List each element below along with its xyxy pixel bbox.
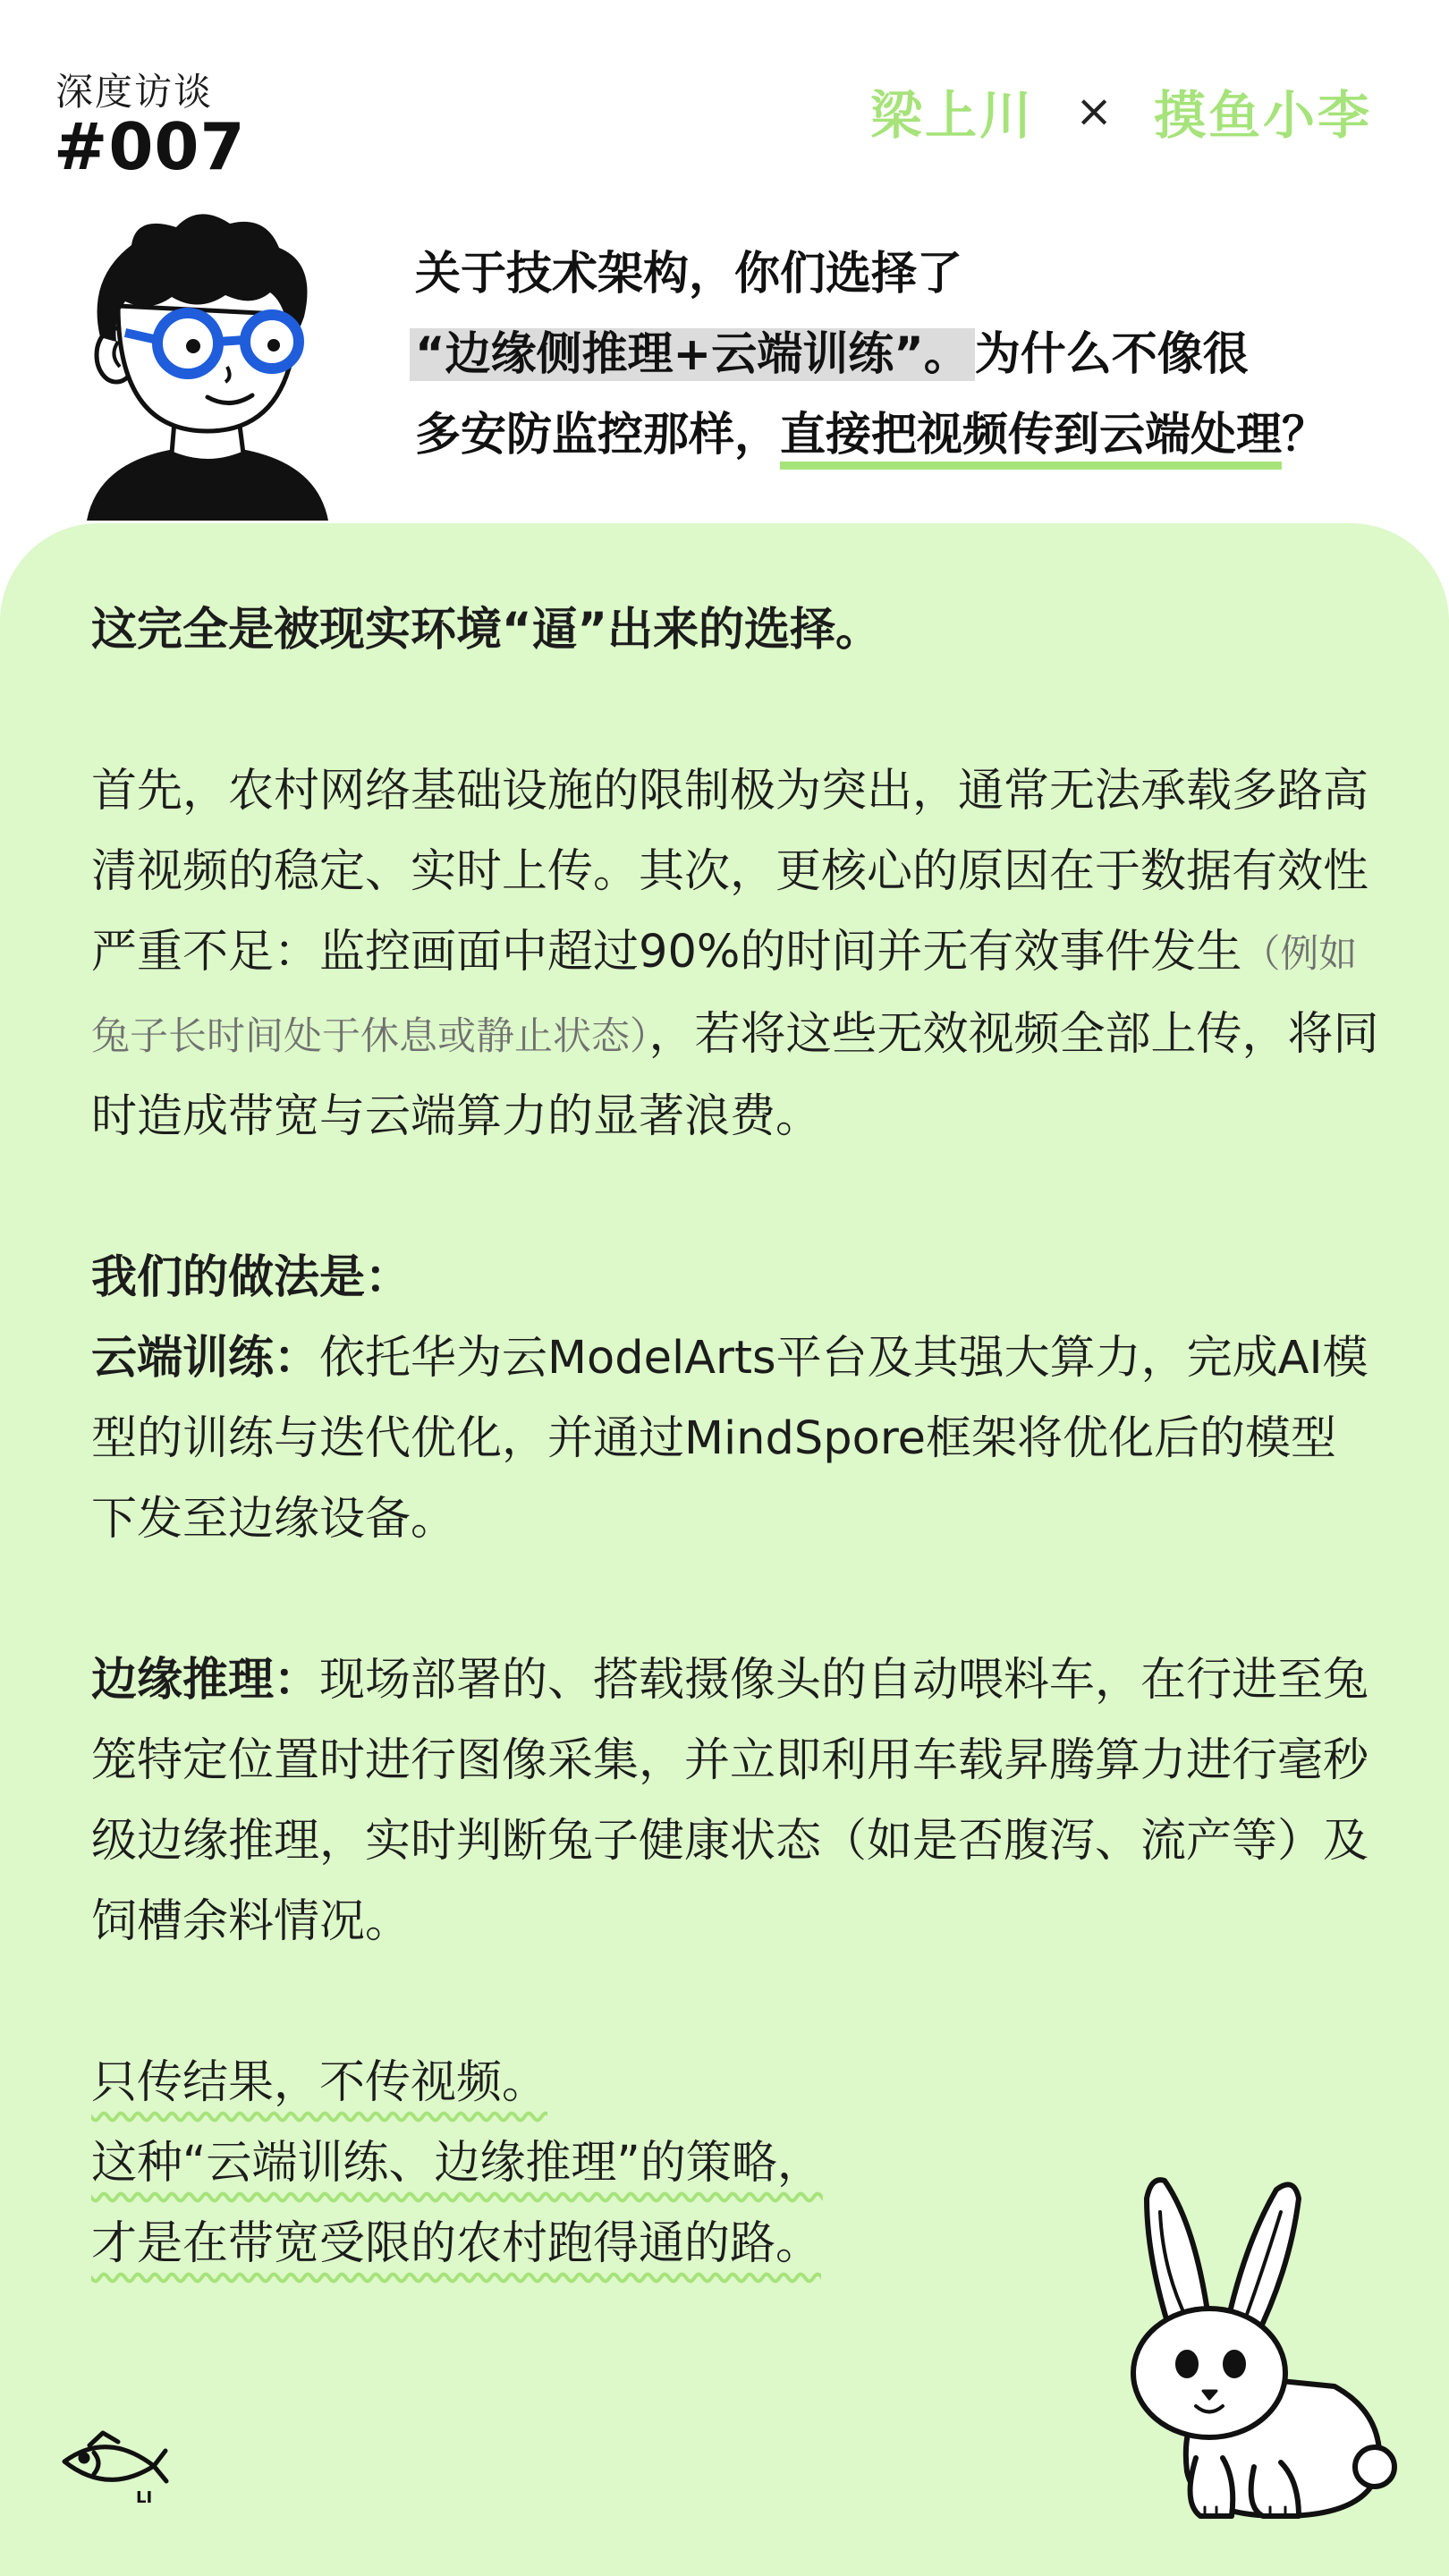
para1-main: 首先，农村网络基础设施的限制极为突出，通常无法承载多路高清视频的稳定、实时上传。其次，更核心的原因在于数据有效性严重不足：监控画面中超过90%的时间并无有效事件发生 [91,765,1369,979]
closing-text-3: 才是在带宽受限的农村跑得通的路。 [91,2217,822,2270]
question-line-2 [415,315,1426,395]
question-line-3 [415,395,1426,476]
logo-text: LI [136,2488,153,2506]
edge-inference-label: 边缘推理： [91,1654,320,1707]
question-mark: ？ [1282,409,1328,462]
question-gray-highlight: “边缘侧推理+云端训练”。 [410,328,975,381]
avatar-illustration [82,208,333,521]
guest-name: 摸鱼小李 [1153,85,1372,146]
para1-tail: ，若将这些无效视频全部上传，将同时造成带宽与云端算力的显著浪费。 [91,1008,1379,1143]
closing-line-1 [91,2043,1379,2123]
answer-intro: 这完全是被现实环境“逼”出来的选择。 [91,604,882,657]
interview-question [415,234,1426,476]
separator-x: × [1075,85,1113,137]
participants [870,73,1372,148]
host-name: 梁上川 [870,85,1035,146]
issue-number: #007 [54,109,246,184]
answer-paragraph-1 [91,751,1379,1157]
cloud-training-label: 云端训练： [91,1332,320,1385]
cloud-training-text: 依托华为云ModelArts平台及其强大算力，完成AI模型的训练与迭代优化，并通过MindSpore框架将优化后的模型下发至边缘设备。 [91,1332,1368,1546]
rabbit-illustration [1111,2172,1406,2529]
closing-text-1: 只传结果，不传视频。 [91,2056,548,2109]
method-title: 我们的做法是： [91,1251,411,1304]
edge-inference-paragraph [91,1640,1379,1962]
edge-inference-text: 现场部署的、搭载摄像头的自动喂料车，在行进至兔笼特定位置时进行图像采集，并立即利用车载昇腾算力进行毫秒级边缘推理，实时判断兔子健康状态（如是否腹泻、流产等）及饲槽余料情况。 [91,1654,1369,1948]
question-green-highlight: 直接把视频传到云端处理 [780,409,1282,470]
para1-note: （例如兔子长时间处于休息或静止状态） [91,932,1358,1059]
cloud-training-paragraph [91,1318,1379,1560]
interview-kicker: 深度访谈 [55,70,214,114]
question-line-2-rest: 为什么不像很 [974,328,1249,381]
question-line-3-start: 多安防监控那样， [415,409,781,462]
question-line-1: 关于技术架构，你们选择了 [415,248,963,301]
closing-text-2: 这种“云端训练、边缘推理”的策略， [91,2137,823,2190]
answer-body [91,590,1379,2284]
fish-logo-icon [54,2426,170,2506]
